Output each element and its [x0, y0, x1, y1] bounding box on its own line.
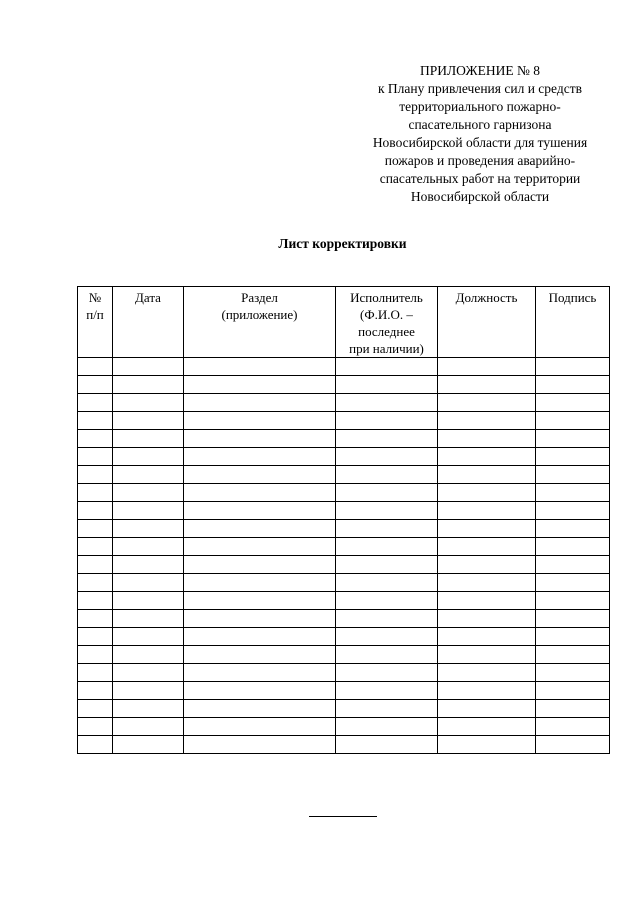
table-cell-position[interactable] — [438, 448, 536, 466]
table-cell-position[interactable] — [438, 574, 536, 592]
table-cell-number[interactable] — [78, 682, 113, 700]
table-cell-position[interactable] — [438, 700, 536, 718]
table-row — [78, 358, 610, 376]
table-cell-number[interactable] — [78, 556, 113, 574]
table-cell-section[interactable] — [184, 538, 336, 556]
table-cell-number[interactable] — [78, 448, 113, 466]
table-cell-signature[interactable] — [536, 682, 610, 700]
table-cell-date[interactable] — [113, 682, 184, 700]
table-cell-executor[interactable] — [336, 394, 438, 412]
table-cell-date[interactable] — [113, 718, 184, 736]
table-cell-date[interactable] — [113, 412, 184, 430]
table-cell-position[interactable] — [438, 628, 536, 646]
table-cell-date[interactable] — [113, 592, 184, 610]
table-cell-section[interactable] — [184, 592, 336, 610]
table-cell-number[interactable] — [78, 646, 113, 664]
table-cell-executor[interactable] — [336, 538, 438, 556]
table-cell-date[interactable] — [113, 664, 184, 682]
document-title: Лист корректировки — [278, 236, 407, 251]
header-line: Подпись — [548, 290, 597, 305]
table-cell-signature[interactable] — [536, 646, 610, 664]
table-cell-number[interactable] — [78, 520, 113, 538]
table-row — [78, 484, 610, 502]
table-cell-number[interactable] — [78, 718, 113, 736]
table-cell-section[interactable] — [184, 412, 336, 430]
table-cell-executor[interactable] — [336, 592, 438, 610]
table-cell-signature[interactable] — [536, 592, 610, 610]
table-cell-position[interactable] — [438, 466, 536, 484]
table-cell-executor[interactable] — [336, 430, 438, 448]
table-cell-position[interactable] — [438, 394, 536, 412]
header-line: последнее — [358, 324, 415, 339]
table-row — [78, 646, 610, 664]
table-cell-position[interactable] — [438, 556, 536, 574]
table-cell-position[interactable] — [438, 646, 536, 664]
appendix-line: пожаров и проведения аварийно- — [384, 153, 576, 168]
table-cell-date[interactable] — [113, 736, 184, 754]
table-cell-executor[interactable] — [336, 556, 438, 574]
table-row — [78, 394, 610, 412]
appendix-line: Новосибирской области для тушения — [372, 135, 588, 150]
table-cell-section[interactable] — [184, 682, 336, 700]
table-cell-executor[interactable] — [336, 718, 438, 736]
table-cell-number[interactable] — [78, 592, 113, 610]
table-row — [78, 664, 610, 682]
table-cell-executor[interactable] — [336, 646, 438, 664]
header-line: № — [88, 290, 102, 305]
table-cell-number[interactable] — [78, 628, 113, 646]
table-cell-signature[interactable] — [536, 520, 610, 538]
table-cell-number[interactable] — [78, 466, 113, 484]
table-cell-section[interactable] — [184, 520, 336, 538]
table-cell-signature[interactable] — [536, 556, 610, 574]
table-cell-signature[interactable] — [536, 574, 610, 592]
table-cell-signature[interactable] — [536, 736, 610, 754]
header-date — [113, 287, 184, 358]
table-row — [78, 610, 610, 628]
table-cell-signature[interactable] — [536, 412, 610, 430]
table-cell-signature[interactable] — [536, 502, 610, 520]
footer-rule — [309, 816, 377, 817]
table-row — [78, 556, 610, 574]
table-row — [78, 430, 610, 448]
table-cell-section[interactable] — [184, 736, 336, 754]
correction-table — [77, 286, 610, 754]
table-cell-position[interactable] — [438, 358, 536, 376]
table-row — [78, 520, 610, 538]
table-cell-section[interactable] — [184, 394, 336, 412]
table-cell-number[interactable] — [78, 700, 113, 718]
table-cell-date[interactable] — [113, 520, 184, 538]
table-cell-position[interactable] — [438, 412, 536, 430]
table-cell-number[interactable] — [78, 736, 113, 754]
table-cell-signature[interactable] — [536, 700, 610, 718]
table-cell-executor[interactable] — [336, 664, 438, 682]
header-line: Исполнитель — [350, 290, 423, 305]
table-cell-position[interactable] — [438, 484, 536, 502]
table-cell-position[interactable] — [438, 376, 536, 394]
table-cell-section[interactable] — [184, 484, 336, 502]
table-cell-executor[interactable] — [336, 682, 438, 700]
table-cell-section[interactable] — [184, 466, 336, 484]
header-number — [78, 287, 113, 358]
table-cell-signature[interactable] — [536, 484, 610, 502]
table-cell-date[interactable] — [113, 700, 184, 718]
header-line: Раздел — [241, 290, 278, 305]
table-cell-position[interactable] — [438, 718, 536, 736]
appendix-heading — [340, 62, 620, 206]
table-cell-position[interactable] — [438, 736, 536, 754]
table-cell-section[interactable] — [184, 502, 336, 520]
table-row — [78, 502, 610, 520]
table-cell-section[interactable] — [184, 664, 336, 682]
table-row — [78, 574, 610, 592]
table-row — [78, 466, 610, 484]
table-cell-number[interactable] — [78, 538, 113, 556]
table-body — [78, 358, 610, 754]
appendix-line: к Плану привлечения сил и средств — [378, 81, 582, 96]
table-cell-number[interactable] — [78, 610, 113, 628]
appendix-line: спасательных работ на территории — [379, 171, 581, 186]
table-cell-date[interactable] — [113, 628, 184, 646]
table-row — [78, 592, 610, 610]
table-cell-position[interactable] — [438, 430, 536, 448]
header-line: при наличии) — [349, 341, 424, 356]
appendix-line: ПРИЛОЖЕНИЕ № 8 — [419, 63, 541, 78]
table-cell-signature[interactable] — [536, 448, 610, 466]
table-cell-date[interactable] — [113, 502, 184, 520]
table-cell-executor[interactable] — [336, 700, 438, 718]
table-cell-section[interactable] — [184, 610, 336, 628]
table-cell-number[interactable] — [78, 484, 113, 502]
table-cell-number[interactable] — [78, 376, 113, 394]
table-cell-section[interactable] — [184, 376, 336, 394]
table-cell-date[interactable] — [113, 610, 184, 628]
table-cell-number[interactable] — [78, 412, 113, 430]
table-cell-executor[interactable] — [336, 628, 438, 646]
appendix-line: территориального пожарно- — [399, 99, 561, 114]
table-cell-number[interactable] — [78, 430, 113, 448]
table-cell-date[interactable] — [113, 394, 184, 412]
table-cell-signature[interactable] — [536, 538, 610, 556]
table-cell-position[interactable] — [438, 592, 536, 610]
appendix-line: Новосибирской области — [410, 189, 550, 204]
table-header-row — [78, 287, 610, 358]
header-line: Должность — [455, 290, 518, 305]
table-cell-number[interactable] — [78, 664, 113, 682]
table-cell-date[interactable] — [113, 430, 184, 448]
table-cell-section[interactable] — [184, 448, 336, 466]
table-cell-signature[interactable] — [536, 376, 610, 394]
table-cell-date[interactable] — [113, 466, 184, 484]
appendix-line: спасательного гарнизона — [408, 117, 552, 132]
table-cell-position[interactable] — [438, 502, 536, 520]
table-row — [78, 538, 610, 556]
table-cell-number[interactable] — [78, 394, 113, 412]
table-row — [78, 700, 610, 718]
table-cell-signature[interactable] — [536, 358, 610, 376]
table-cell-section[interactable] — [184, 646, 336, 664]
table-cell-signature[interactable] — [536, 628, 610, 646]
table-row — [78, 736, 610, 754]
header-line: (приложение) — [221, 307, 298, 322]
table-cell-executor[interactable] — [336, 502, 438, 520]
table-cell-date[interactable] — [113, 448, 184, 466]
header-line: (Ф.И.О. – — [360, 307, 413, 322]
table-cell-date[interactable] — [113, 646, 184, 664]
table-cell-executor[interactable] — [336, 736, 438, 754]
table-cell-position[interactable] — [438, 610, 536, 628]
table-cell-section[interactable] — [184, 358, 336, 376]
table-cell-signature[interactable] — [536, 718, 610, 736]
table-cell-number[interactable] — [78, 574, 113, 592]
table-cell-date[interactable] — [113, 574, 184, 592]
table-cell-executor[interactable] — [336, 448, 438, 466]
header-section — [184, 287, 336, 358]
table-cell-position[interactable] — [438, 520, 536, 538]
table-cell-signature[interactable] — [536, 466, 610, 484]
table-cell-section[interactable] — [184, 556, 336, 574]
table-cell-signature[interactable] — [536, 430, 610, 448]
table-cell-position[interactable] — [438, 682, 536, 700]
table-cell-executor[interactable] — [336, 610, 438, 628]
table-cell-section[interactable] — [184, 628, 336, 646]
table-cell-section[interactable] — [184, 718, 336, 736]
table-cell-number[interactable] — [78, 358, 113, 376]
table-cell-date[interactable] — [113, 538, 184, 556]
table-cell-signature[interactable] — [536, 610, 610, 628]
table-cell-section[interactable] — [184, 574, 336, 592]
header-position — [438, 287, 536, 358]
table-cell-executor[interactable] — [336, 412, 438, 430]
table-cell-position[interactable] — [438, 538, 536, 556]
header-executor — [336, 287, 438, 358]
table-row — [78, 376, 610, 394]
table-row — [78, 718, 610, 736]
table-cell-date[interactable] — [113, 484, 184, 502]
header-line: Дата — [135, 290, 161, 305]
table-row — [78, 628, 610, 646]
table-cell-date[interactable] — [113, 358, 184, 376]
table-cell-signature[interactable] — [536, 394, 610, 412]
table-cell-executor[interactable] — [336, 376, 438, 394]
header-signature — [536, 287, 610, 358]
table-cell-position[interactable] — [438, 664, 536, 682]
table-cell-executor[interactable] — [336, 358, 438, 376]
table-cell-executor[interactable] — [336, 466, 438, 484]
table-cell-executor[interactable] — [336, 484, 438, 502]
table-cell-date[interactable] — [113, 556, 184, 574]
table-row — [78, 412, 610, 430]
header-line: п/п — [86, 307, 104, 322]
table-cell-number[interactable] — [78, 502, 113, 520]
table-cell-signature[interactable] — [536, 664, 610, 682]
table-cell-executor[interactable] — [336, 574, 438, 592]
table-row — [78, 448, 610, 466]
table-cell-section[interactable] — [184, 700, 336, 718]
table-row — [78, 682, 610, 700]
table-cell-executor[interactable] — [336, 520, 438, 538]
table-cell-section[interactable] — [184, 430, 336, 448]
table-cell-date[interactable] — [113, 376, 184, 394]
